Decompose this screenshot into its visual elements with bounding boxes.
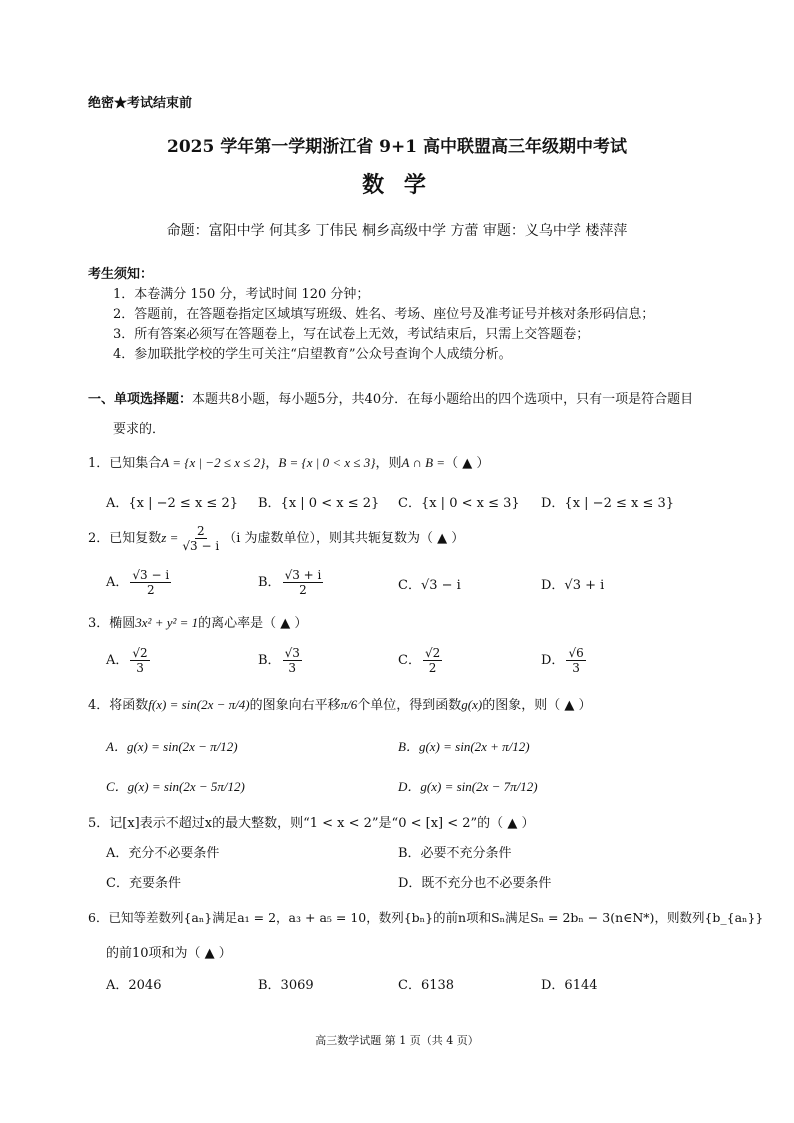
- q3-stem: [88, 612, 307, 631]
- q2-z: z =: [161, 530, 179, 545]
- q2-label-a: A．: [106, 575, 129, 590]
- q6-option-c[interactable]: C．6138: [398, 978, 455, 993]
- q4-mid1: 的图象向右平移: [249, 698, 341, 713]
- q3-num: √6: [568, 646, 584, 660]
- q3-prefix: 3．椭圆: [88, 616, 136, 631]
- q1-suffix: （ ▲ ）: [445, 456, 490, 471]
- q3-den: 2: [428, 661, 437, 675]
- q1-option-c[interactable]: C．{x | 0 < x ≤ 3}: [398, 496, 520, 511]
- q6-stem-line2: 的前10项和为（ ▲ ）: [106, 946, 232, 961]
- q3-num: √2: [424, 646, 441, 660]
- q2-label-b: B．: [258, 575, 281, 590]
- q5-stem: 5．记[x]表示不超过x的最大整数，则“1 < x < 2”是“0 < [x] < 2”的（ ▲ ）: [88, 816, 535, 831]
- q4-prefix: 4．将函数: [88, 698, 149, 713]
- q5-option-a[interactable]: A．充分不必要条件: [106, 846, 220, 861]
- q3-option-a[interactable]: [106, 646, 152, 675]
- q3-label: B．: [258, 653, 281, 668]
- q4-suffix: 的图象，则（ ▲ ）: [482, 698, 592, 713]
- q1-set-a: A = {x | −2 ≤ x ≤ 2}: [161, 455, 266, 470]
- q2-a-den: 2: [146, 583, 155, 597]
- q5-option-b[interactable]: B．必要不充分条件: [398, 846, 512, 861]
- page-footer: 高三数学试题 第 1 页（共 4 页）: [315, 1034, 479, 1047]
- q6-option-b[interactable]: B．3069: [258, 978, 314, 993]
- q1-option-d[interactable]: D．{x | −2 ≤ x ≤ 3}: [541, 496, 675, 511]
- section-title: 一、单项选择题：: [88, 392, 193, 407]
- authors-line: 命题：富阳中学 何其多 丁伟民 桐乡高级中学 方蕾 审题：义乌中学 楼萍萍: [166, 223, 628, 239]
- q3-num: √2: [132, 646, 148, 660]
- q4-option-c[interactable]: C．g(x) = sin(2x − 5π/12): [106, 779, 245, 794]
- q2-den: √3 − i: [182, 539, 220, 553]
- q6-stem-line1: 6．已知等差数列{aₙ}满足a₁ = 2，a₃ + a₅ = 10，数列{bₙ}的前n项和Sₙ满足Sₙ = 2bₙ − 3(n∈N*)，则数列{b_{aₙ}}: [88, 910, 764, 925]
- notice-item: 4．参加联批学校的学生可关注“启望教育”公众号查询个人成绩分析。: [113, 347, 512, 362]
- q1-mid: ，则: [375, 456, 402, 471]
- q2-option-c[interactable]: C．√3 − i: [398, 578, 461, 593]
- q2-suffix: （i 为虚数单位），则其共轭复数为（ ▲ ）: [223, 531, 465, 546]
- notice-item: 2．答题前，在答题卷指定区域填写班级、姓名、考场、座位号及准考证号并核对条形码信息；: [113, 307, 655, 322]
- q5-option-d[interactable]: D．既不充分也不必要条件: [398, 876, 552, 891]
- notice-item: 3．所有答案必须写在答题卷上，写在试卷上无效，考试结束后，只需上交答题卷；: [113, 327, 590, 342]
- q3-suffix: 的离心率是（ ▲ ）: [198, 616, 308, 631]
- q3-option-d[interactable]: [541, 646, 588, 675]
- q2-num: 2: [196, 524, 205, 538]
- q3-label: D．: [541, 653, 565, 668]
- q4-mid2: 个单位，得到函数: [357, 698, 462, 713]
- q6-option-a[interactable]: A．2046: [106, 978, 162, 993]
- q2-option-a[interactable]: [106, 568, 173, 597]
- q2-option-b[interactable]: [258, 568, 325, 597]
- q2-stem: [88, 524, 464, 553]
- q4-g: g(x): [461, 697, 483, 712]
- q1-sep: ，: [265, 456, 279, 471]
- section-desc-line2: 要求的．: [113, 422, 166, 437]
- q1-stem: [88, 452, 489, 471]
- notice-heading: 考生须知：: [88, 267, 154, 282]
- q5-option-c[interactable]: C．充要条件: [106, 876, 181, 891]
- q4-option-b[interactable]: B．g(x) = sin(2x + π/12): [398, 739, 530, 754]
- q2-b-den: 2: [299, 583, 307, 597]
- q2-option-d[interactable]: D．√3 + i: [541, 578, 605, 593]
- q2-b-num: √3 + i: [284, 568, 322, 582]
- q3-expr: 3x² + y² = 1: [135, 615, 199, 630]
- q4-func: f(x) = sin(2x − π/4): [148, 697, 250, 712]
- q4-option-d[interactable]: D．g(x) = sin(2x − 7π/12): [398, 779, 538, 794]
- secret-label: 绝密★考试结束前: [88, 96, 193, 111]
- q3-label: C．: [398, 653, 421, 668]
- q4-option-a[interactable]: A．g(x) = sin(2x − π/12): [106, 739, 238, 754]
- section-desc: 本题共8小题，每小题5分，共40分．在每小题给出的四个选项中，只有一项是符合题目: [192, 392, 694, 407]
- q1-prefix: 1．已知集合: [88, 456, 162, 471]
- q3-den: 3: [288, 661, 297, 675]
- q2-a-num: √3 − i: [132, 568, 170, 582]
- q3-option-b[interactable]: [258, 646, 304, 675]
- section-heading: [88, 388, 693, 407]
- q3-label: A．: [106, 653, 129, 668]
- q2-prefix: 2．已知复数: [88, 531, 162, 546]
- q4-stem: [88, 694, 591, 713]
- exam-title: 2025 学年第一学期浙江省 9+1 高中联盟高三年级期中考试: [167, 137, 627, 157]
- q3-option-c[interactable]: [398, 646, 444, 675]
- notice-item: 1．本卷满分 150 分，考试时间 120 分钟；: [113, 287, 370, 302]
- subject-title: 数 学: [362, 172, 432, 198]
- q6-option-d[interactable]: D．6144: [541, 978, 598, 993]
- q1-expr: A ∩ B =: [401, 455, 446, 470]
- q1-option-a[interactable]: A．{x | −2 ≤ x ≤ 2}: [106, 496, 238, 511]
- q4-shift: π/6: [340, 697, 358, 712]
- q3-den: 3: [136, 661, 144, 675]
- q3-num: √3: [284, 646, 300, 660]
- q1-set-b: B = {x | 0 < x ≤ 3}: [278, 455, 376, 470]
- q1-option-b[interactable]: B．{x | 0 < x ≤ 2}: [258, 496, 380, 511]
- q3-den: 3: [572, 661, 580, 675]
